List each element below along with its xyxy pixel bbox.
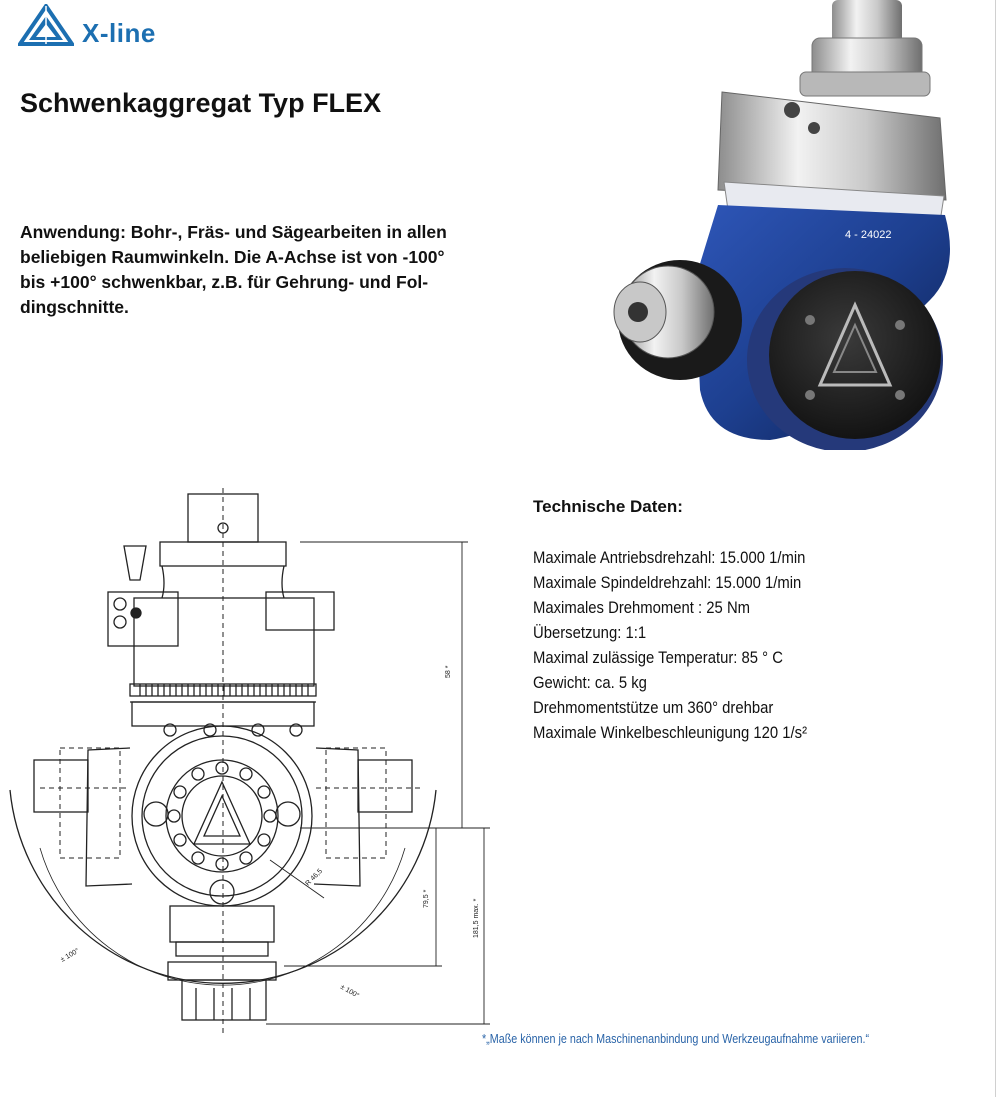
list-item: Maximale Antriebsdrehzahl: 15.000 1/min bbox=[533, 549, 806, 567]
footnote: *„Maße können je nach Maschinenanbindung und Werkzeugaufnahme variieren.“ bbox=[482, 1032, 870, 1046]
technical-drawing bbox=[0, 488, 500, 1048]
technical-data-heading: Technische Daten: bbox=[533, 497, 683, 516]
dimension-label: R 46,5 bbox=[304, 867, 324, 888]
list-item: Maximales Drehmoment : 25 Nm bbox=[533, 599, 751, 617]
list-item: Übersetzung: 1:1 bbox=[533, 624, 647, 642]
triangle-logo-icon bbox=[18, 4, 74, 48]
technical-data-list bbox=[533, 546, 838, 746]
intro-text bbox=[20, 220, 540, 320]
intro-line: bis +100° schwenkbar, z.B. für Gehrung- und Fol- bbox=[20, 272, 429, 292]
brand-logo bbox=[18, 4, 178, 48]
intro-line: dingschnitte. bbox=[20, 297, 129, 317]
intro-line: Anwendung: Bohr-, Fräs- und Sägearbeiten in allen bbox=[20, 222, 447, 242]
list-item: Maximale Winkelbeschleunigung 120 1/s² bbox=[533, 724, 808, 742]
dimension-label: 181,5 max. * bbox=[473, 898, 480, 938]
engraving-text: 4 - 24022 bbox=[845, 229, 892, 241]
dimension-label: 79,5 * bbox=[423, 889, 430, 908]
product-photo bbox=[600, 0, 960, 450]
brand-name: X-line bbox=[82, 18, 156, 48]
list-item: Maximal zulässige Temperatur: 85 ° C bbox=[533, 649, 783, 667]
list-item: Maximale Spindeldrehzahl: 15.000 1/min bbox=[533, 574, 802, 592]
page-edge-divider bbox=[995, 0, 996, 1097]
page-title: Schwenkaggregat Typ FLEX bbox=[20, 88, 382, 118]
dimension-label: 58 * bbox=[445, 665, 452, 678]
angle-label: ± 100° bbox=[59, 947, 81, 964]
intro-line: beliebigen Raumwinkeln. Die A-Achse ist von -100° bbox=[20, 247, 445, 267]
angle-label: ± 100° bbox=[339, 983, 361, 1000]
list-item: Gewicht: ca. 5 kg bbox=[533, 674, 647, 692]
list-item: Drehmomentstütze um 360° drehbar bbox=[533, 699, 774, 717]
